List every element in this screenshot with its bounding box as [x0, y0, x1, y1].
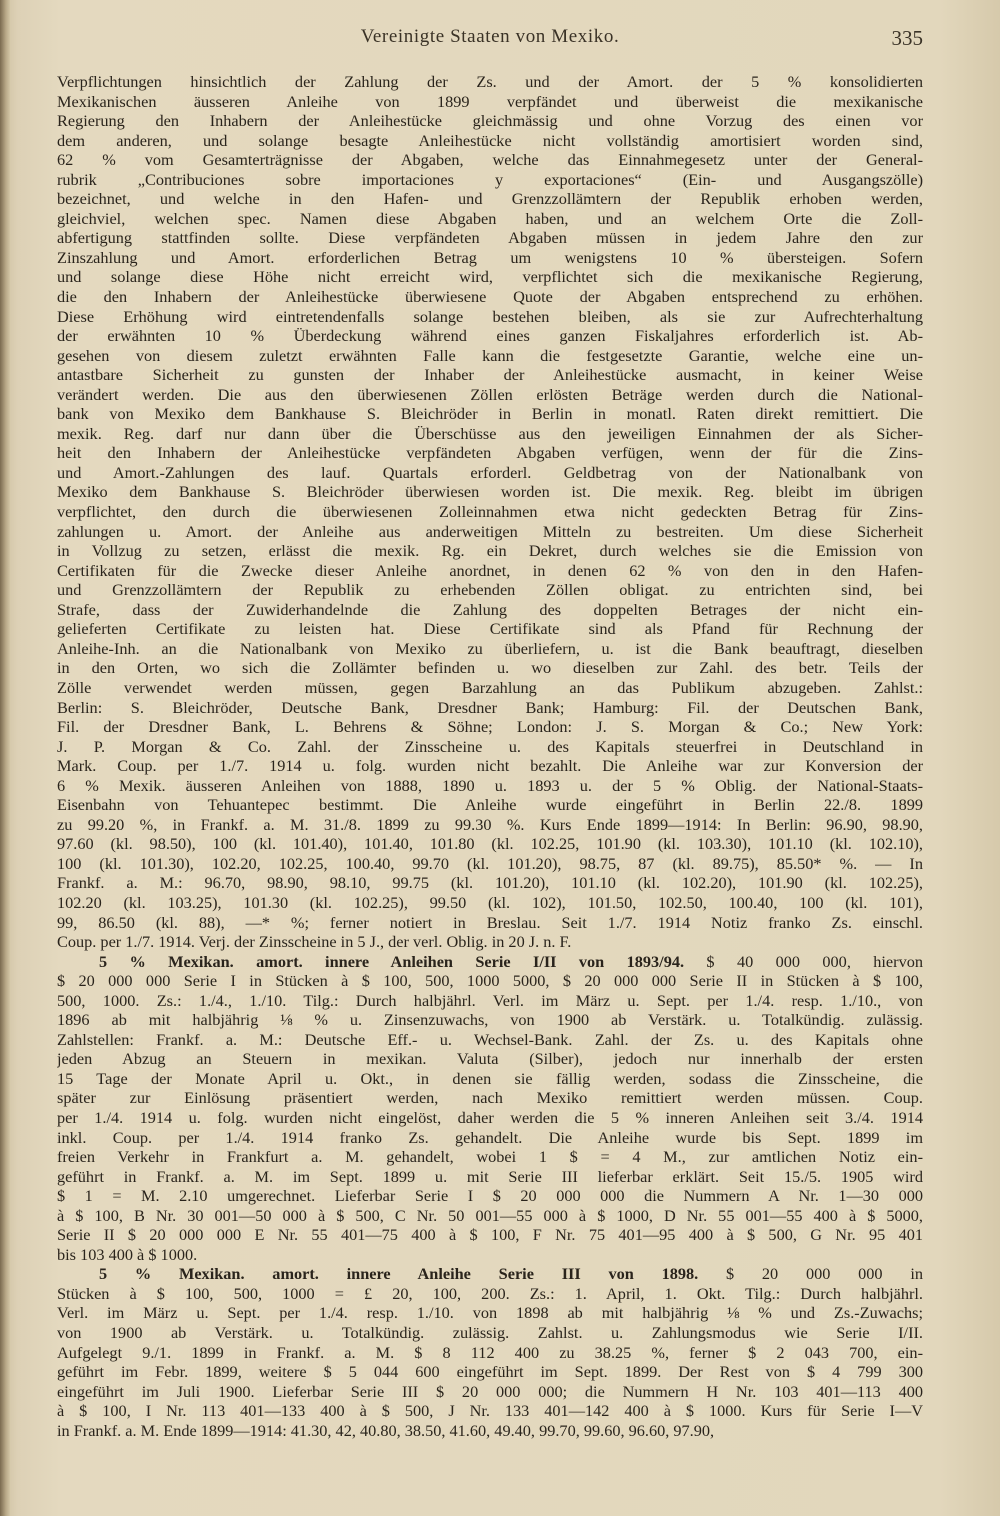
text-line: Coup. per 1./7. 1914. Verj. der Zinsscheine in 5 J., der verl. Oblig. in 20 J. n. F. [57, 932, 572, 952]
text-line: und Grenzzollämtern der Republik zu erhebenden Zöllen obligat. zu entrichten sind, bei [57, 580, 923, 600]
text-line: Berlin: S. Bleichröder, Deutsche Bank, Dresdner Bank; Hamburg: Fil. der Deutschen Bank, [57, 697, 923, 717]
text-line: Strafe, dass der Zuwiderhandelnde die Zahlung des doppelten Betrages der nicht ein- [57, 599, 923, 619]
text-line: $ 1 = M. 2.10 umgerechnet. Lieferbar Serie I $ 20 000 000 die Nummern A Nr. 1—30 000 [57, 1186, 923, 1206]
text-line: bis 103 400 à $ 1000. [57, 1244, 198, 1264]
heading-line [57, 1264, 923, 1284]
page-number: 335 [891, 26, 923, 50]
text-line: Serie II $ 20 000 000 E Nr. 55 401—75 400 à $ 100, F Nr. 75 401—95 400 à $ 500, G Nr. 95 401 [57, 1225, 923, 1245]
text-line: Stücken à $ 100, 500, 1000 = £ 20, 100, 200. Zs.: 1. April, 1. Okt. Tilg.: Durch halbjährl. [57, 1283, 923, 1303]
text-line: 15 Tage der Monate April u. Okt., in denen sie fällig werden, sodass die Zinsscheine, die [57, 1068, 923, 1088]
text-line: à $ 100, B Nr. 30 001—50 000 à $ 500, C Nr. 50 001—55 000 à $ 1000, D Nr. 55 001—55 400 à $ 5000, [57, 1205, 923, 1225]
text-line: bank von Mexiko dem Bankhause S. Bleichröder in Berlin in monatl. Raten direkt remittiert. Die [57, 404, 923, 424]
text-line: mexik. Reg. darf nur dann über die Überschüsse aus den jeweiligen Einnahmen der als Sicher- [57, 423, 923, 443]
text-line: die den Inhabern der Anleihestücke überwiesene Quote der Abgaben entsprechend zu erhöhen. [57, 287, 923, 307]
text-line: Zahlstellen: Frankf. a. M.: Deutsche Eff.- u. Wechsel-Bank. Zahl. der Zs. u. des Kapitals ohne [57, 1029, 923, 1049]
loan-amount: $ 20 000 000 in [698, 1264, 923, 1284]
text-line: Verpflichtungen hinsichtlich der Zahlung der Zs. und der Amort. der 5 % konsolidierten [57, 72, 923, 91]
text-line: antastbare Sicherheit zu gunsten der Inhaber der Anleihestücke ausmacht, in keiner Weise [57, 365, 923, 385]
text-line: Aufgelegt 9./1. 1899 in Frankf. a. M. $ 8 112 400 zu 38.25 %, ferner $ 2 043 700, ein- [57, 1342, 923, 1362]
text-line: 1896 ab mit halbjährig ⅛ % u. Zinsenzuwachs, von 1900 ab Verstärk. u. Totalkündig. zulässig. [57, 1010, 923, 1030]
text-line: von 1900 ab Verstärk. u. Totalkündig. zulässig. Zahlst. u. Zahlungsmodus wie Serie I/II. [57, 1323, 923, 1342]
text-line: J. P. Morgan & Co. Zahl. der Zinsscheine u. des Kapitals steuerfrei in Deutschland in [57, 736, 923, 756]
text-line: in Frankf. a. M. Ende 1899—1914: 41.30, 42, 40.80, 38.50, 41.60, 49.40, 99.70, 99.60, 96.60, 97.90, [57, 1420, 715, 1440]
text-line: geführt in Frankf. a. M. im Sept. 1899 u. mit Serie III lieferbar erklärt. Seit 15./5. 1905 wird [57, 1166, 923, 1186]
text-line: à $ 100, I Nr. 113 401—133 400 à $ 500, J Nr. 133 401—142 400 à $ 1000. Kurs für Serie I—V [57, 1401, 923, 1421]
text-line: und Amort.-Zahlungen des lauf. Quartals erforderl. Geldbetrag von der Nationalbank von [57, 462, 923, 482]
text-line: verändert werden. Die aus den überwiesenen Zöllen erlösten Beträge werden durch die National- [57, 384, 923, 404]
loan-amount: $ 40 000 000, hiervon [684, 951, 923, 971]
text-line: Mark. Coup. per 1./7. 1914 u. folg. wurden nicht bezahlt. Die Anleihe war zur Konversion der [57, 756, 923, 776]
paragraph-inner-loan-series-3 [57, 1264, 923, 1440]
heading-line [57, 952, 923, 972]
text-line: 99, 86.50 (kl. 88), —* %; ferner notiert in Breslau. Seit 1./7. 1914 Notiz franko Zs. einschl. [57, 912, 923, 932]
text-line: Regierung den Inhabern der Anleihestücke gleichmässig und ohne Vorzug des einen vor [57, 111, 923, 131]
text-line: 62 % vom Gesamterträgnisse der Abgaben, welche das Einnahmegesetz unter der General- [57, 150, 923, 170]
text-line: 102.20 (kl. 103.25), 101.30 (kl. 102.25), 99.50 (kl. 102), 101.50, 102.50, 100.40, 100 (kl. 101), [57, 892, 923, 912]
text-line: gesehen von diesem zuletzt erwähnten Falle kann die festgesetzte Garantie, welche eine un- [57, 345, 923, 365]
text-line: verpflichtet, den durch die überwiesenen Zolleinnahmen etwa nicht gedeckten Betrag für Zins- [57, 502, 923, 522]
text-line: Certifikaten für die Zwecke dieser Anleihe anordnet, in denen 62 % von den in den Hafen- [57, 560, 923, 580]
paragraph-inner-loan-series-1-2 [57, 952, 923, 1265]
text-line: jeden Abzug an Steuern in mexikan. Valuta (Silber), jedoch nur innerhalb der ersten [57, 1049, 923, 1069]
text-line: $ 20 000 000 Serie I in Stücken à $ 100, 500, 1000 5000, $ 20 000 000 Serie II in Stücken à $ 100, [57, 971, 923, 991]
running-head: Vereinigte Staaten von Mexiko. [360, 26, 620, 47]
text-line: Zinszahlung und Amort. erforderlichen Betrag um wenigstens 10 % übersteigen. Sofern [57, 247, 923, 267]
page-binding-edge [0, 0, 10, 1516]
loan-heading: 5 % Mexikan. amort. innere Anleihe Serie III von 1898. [99, 1264, 699, 1284]
text-line: inkl. Coup. per 1./4. 1914 franko Zs. gehandelt. Die Anleihe wurde bis Sept. 1899 im [57, 1127, 923, 1147]
text-line: in den Orten, wo sich die Zollämter befinden u. wo dieselben zur Zahl. des betr. Teils der [57, 658, 923, 678]
text-line: Mexikanischen äusseren Anleihe von 1899 verpfändet und überweist die mexikanische [57, 91, 923, 111]
text-line: in Vollzug zu setzen, erlässt die mexik. Rg. ein Dekret, durch welches sie die Emission von [57, 541, 923, 561]
text-line: und solange diese Höhe nicht erreicht wird, verpflichtet sich die mexikanische Regierung, [57, 267, 923, 287]
loan-heading: 5 % Mexikan. amort. innere Anleihen Serie I/II von 1893/94. [99, 951, 685, 971]
text-line: geführt im Febr. 1899, weitere $ 5 044 600 eingeführt im Sept. 1899. Der Rest von $ 4 799 300 [57, 1362, 923, 1382]
paragraph-loan-1899-security [57, 72, 923, 952]
text-line: 97.60 (kl. 98.50), 100 (kl. 101.40), 101.40, 101.80 (kl. 102.25, 101.90 (kl. 103.30), 101.10 (kl. 102.10), [57, 834, 923, 854]
text-line: eingeführt im Juli 1900. Lieferbar Serie III $ 20 000 000; die Nummern H Nr. 103 401—113 400 [57, 1381, 923, 1401]
text-line: Eisenbahn von Tehuantepec bestimmt. Die Anleihe wurde eingeführt in Berlin 22./8. 1899 [57, 795, 923, 815]
text-line: Fil. der Dresdner Bank, L. Behrens & Söhne; London: J. S. Morgan & Co.; New York: [57, 717, 923, 737]
text-line: per 1./4. 1914 u. folg. wurden nicht eingelöst, daher werden die 5 % inneren Anleihen seit 3./4. 1914 [57, 1107, 923, 1127]
text-line: Diese Erhöhung wird eintretendenfalls solange bestehen bleiben, als sie zur Aufrechterhaltung [57, 306, 923, 326]
text-line: Verl. im März u. Sept. per 1./4. resp. 1./10. von 1898 ab mit halbjährig ⅛ % und Zs.-Zuwachs; [57, 1303, 923, 1323]
text-line: Frankf. a. M.: 96.70, 98.90, 98.10, 99.75 (kl. 101.20), 101.10 (kl. 102.20), 101.90 (kl. 102.25), [57, 873, 923, 893]
text-line: 6 % Mexik. äusseren Anleihen von 1888, 1890 u. 1893 u. der 5 % Oblig. der National-Staats- [57, 775, 923, 795]
text-line: 100 (kl. 101.30), 102.20, 102.25, 100.40, 99.70 (kl. 101.20), 98.75, 87 (kl. 89.75), 85.50* %. — In [57, 853, 923, 873]
text-line: Anleihe-Inh. an die Nationalbank von Mexiko zu überliefern, u. ist die Bank beauftragt, dieselben [57, 638, 923, 658]
text-line: heit den Inhabern der Anleihestücke verpfändeten Abgaben verfügen, wenn der für die Zins- [57, 443, 923, 463]
text-line: freien Verkehr in Frankfurt a. M. gehandelt, wobei 1 $ = 4 M., zur amtlichen Notiz ein- [57, 1147, 923, 1167]
text-line: zu 99.20 %, in Frankf. a. M. 31./8. 1899 zu 99.30 %. Kurs Ende 1899—1914: In Berlin: 96.90, 98.90, [57, 814, 923, 834]
text-line: Mexiko dem Bankhause S. Bleichröder überwiesen worden ist. Die mexik. Reg. bleibt im übrigen [57, 482, 923, 502]
text-line: gelieferten Certifikate zu leisten hat. Diese Certifikate sind als Pfand für Rechnung der [57, 619, 923, 639]
body-text [57, 72, 923, 1440]
text-line: später zur Einlösung präsentiert werden, nach Mexiko remittiert werden müssen. Coup. [57, 1088, 923, 1108]
text-line: der erwähnten 10 % Überdeckung während eines ganzen Fiskaljahres erforderlich ist. Ab- [57, 326, 923, 346]
text-line: abfertigung stattfinden sollte. Diese verpfändeten Abgaben müssen in jedem Jahre den zur [57, 228, 923, 248]
text-line: 500, 1000. Zs.: 1./4., 1./10. Tilg.: Durch halbjährl. Verl. im März u. Sept. per 1./4. resp. 1./10., von [57, 990, 923, 1010]
text-line: dem anderen, und solange besagte Anleihestücke nicht vollständig amortisiert worden sind, [57, 130, 923, 150]
text-line: zahlungen u. Amort. der Anleihe aus anderweitigen Mitteln zu bestreiten. Um diese Sicherheit [57, 521, 923, 541]
text-line: bezeichnet, und welche in den Hafen- und Grenzzollämtern der Republik erhoben werden, [57, 189, 923, 209]
page-header [57, 26, 923, 54]
text-line: Zölle verwendet werden müssen, gegen Barzahlung an das Publikum abzugeben. Zahlst.: [57, 677, 923, 697]
text-line: gleichviel, welchen spec. Namen diese Abgaben haben, und an welchem Orte die Zoll- [57, 208, 923, 228]
text-line: rubrik „Contribuciones sobre importaciones y exportaciones“ (Ein- und Ausgangszölle) [57, 169, 923, 189]
